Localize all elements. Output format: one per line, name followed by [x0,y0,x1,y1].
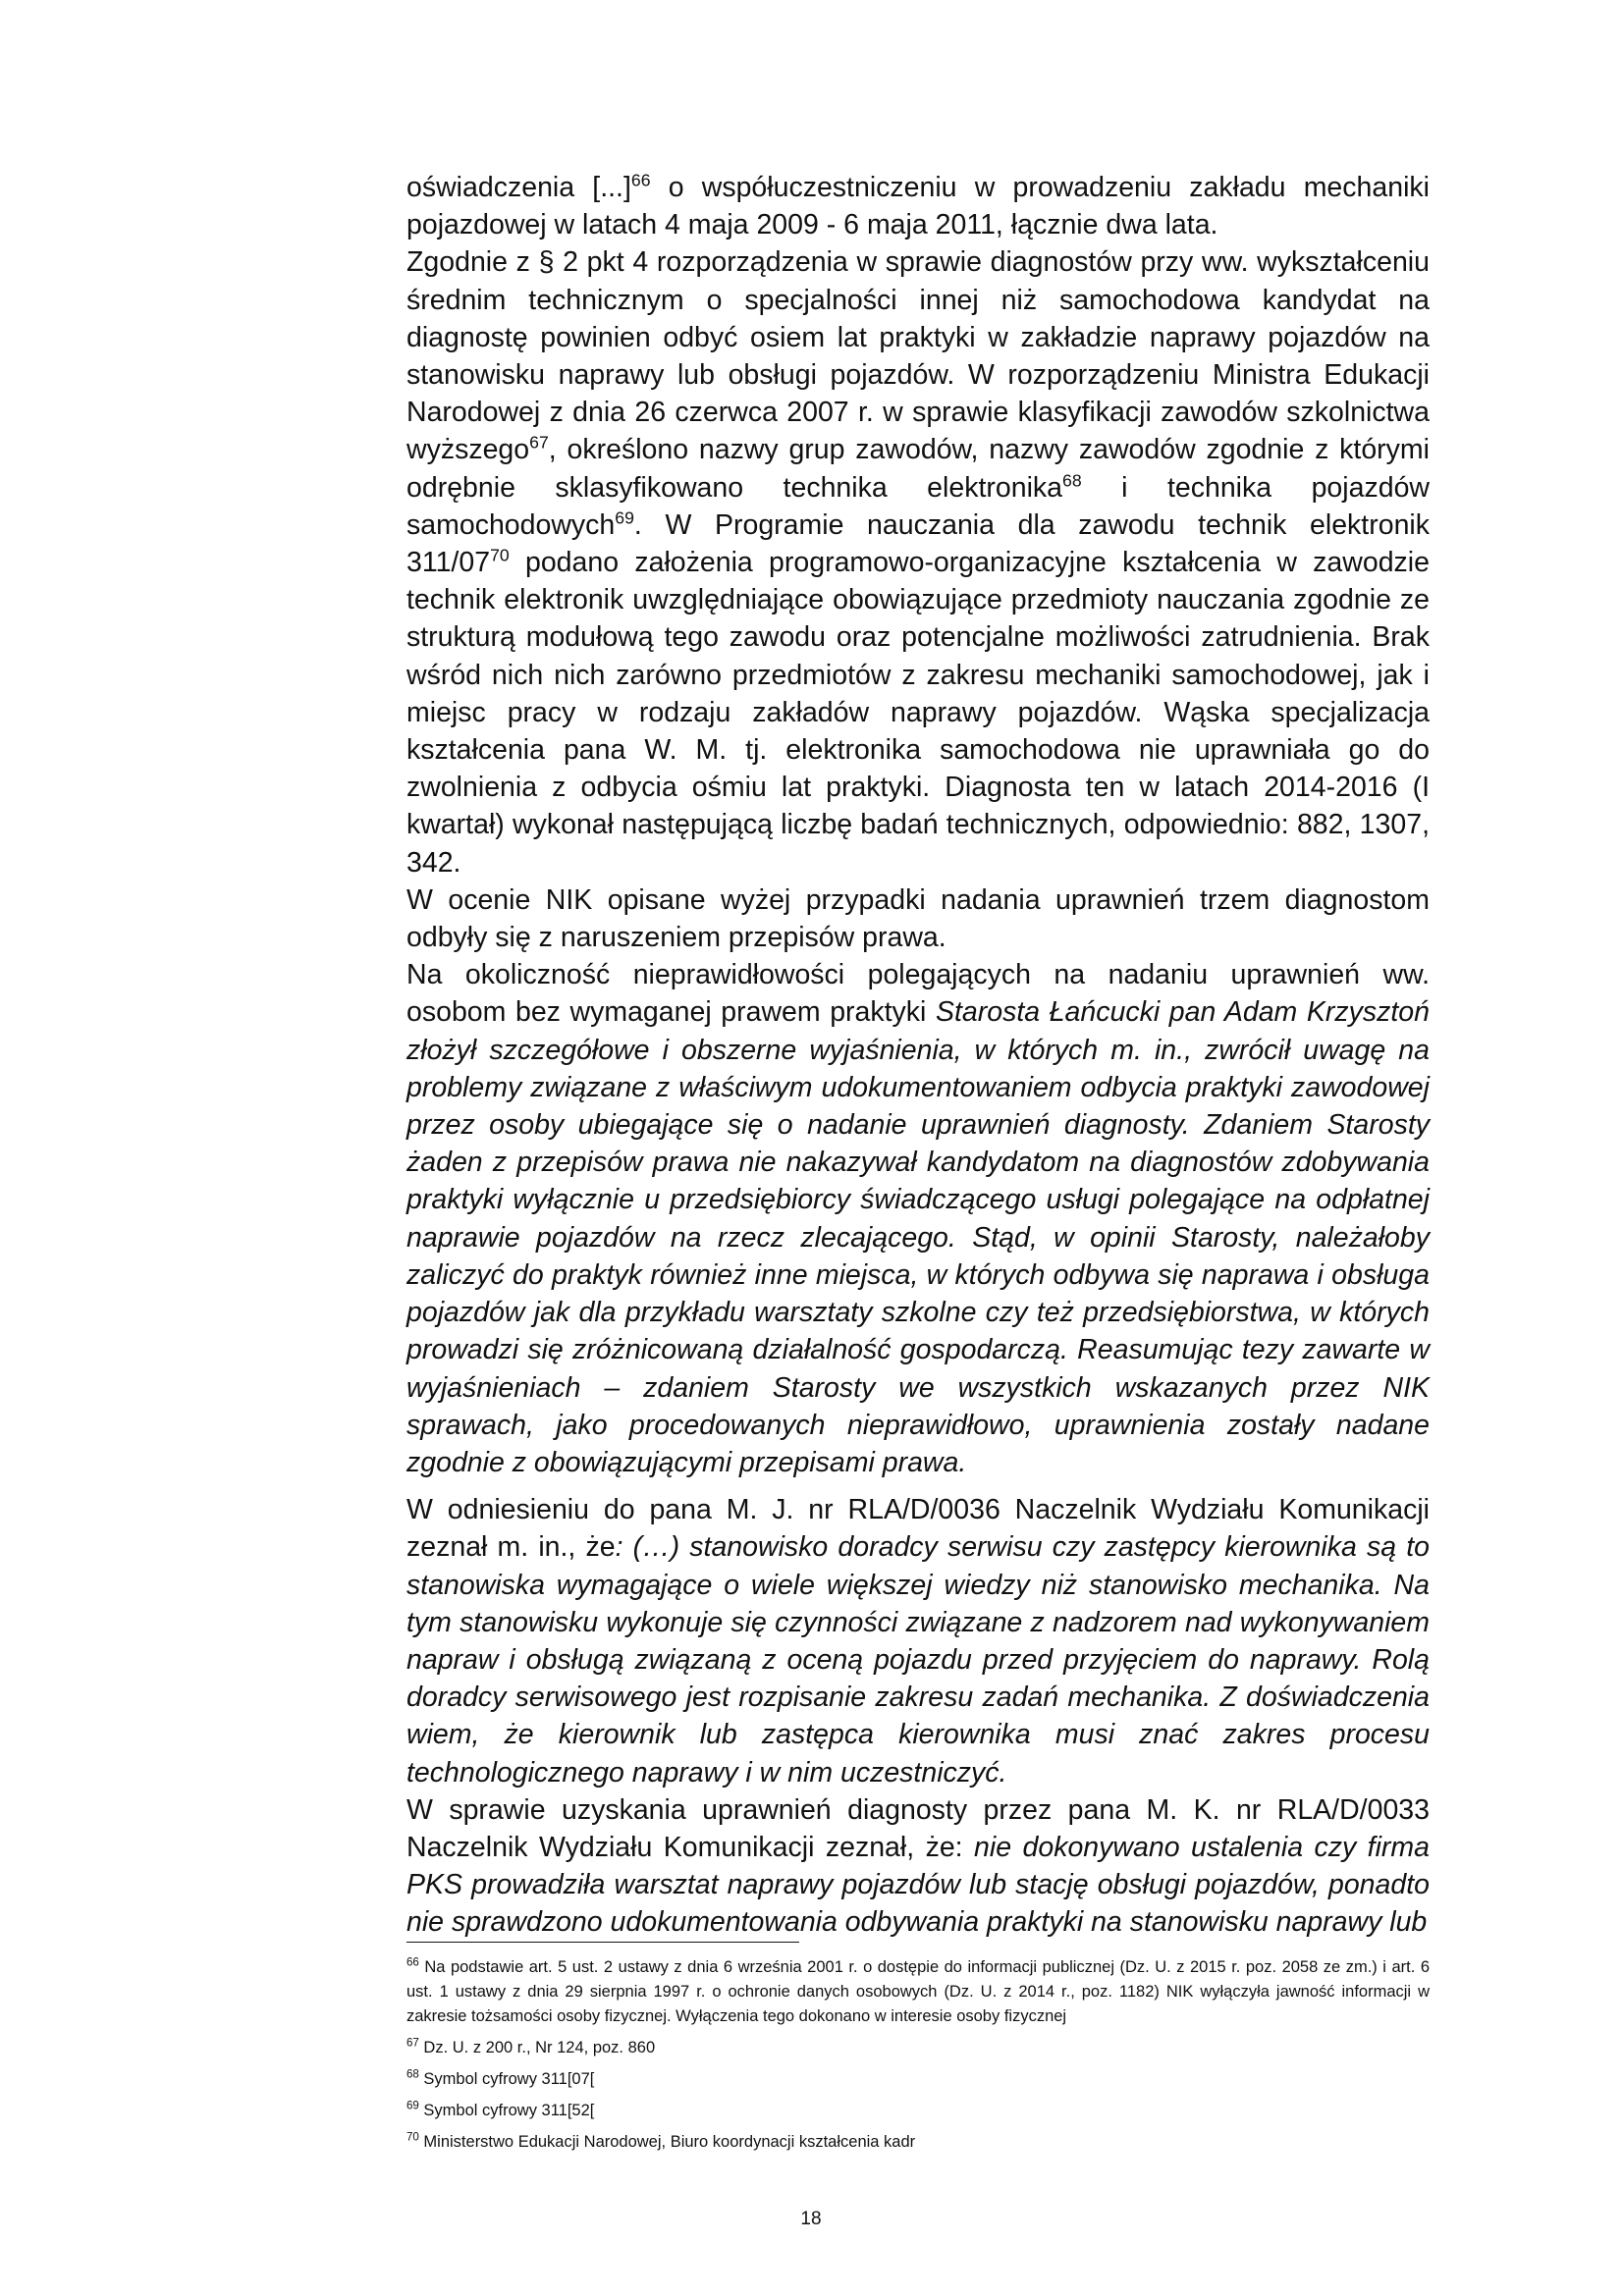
footnote-69 [406,2099,1430,2123]
paragraph [406,243,1430,881]
footnotes [406,1955,1430,2162]
footnote-text: Symbol cyfrowy 311[52[ [418,2102,595,2119]
footnote-number: 68 [406,2068,419,2081]
italic-text: : (…) stanowisko doradcy serwisu czy zastępcy kierownika są to stanowiska wymagające o wiele większej wiedzy niż stanowisko mechanika. Na tym stanowisku wykonuje się czynności związane z nadzorem nad wykonywaniem napraw i obsługą związaną z oceną pojazdu przed przyjęciem do naprawy. Rolą doradcy serwisowego jest rozpisanie zakresu zadań mechanika. Z doświadczenia wiem, że kierownik lub zastępca kierownika musi znać zakres procesu technologicznego naprawy i w nim uczestniczyć. [406,1531,1430,1789]
footnote-number: 69 [406,2100,419,2112]
footnote-text: Dz. U. z 200 r., Nr 124, poz. 860 [418,2039,656,2056]
paragraph [406,1491,1430,1791]
text-run: Na okoliczność nieprawidłowości polegających na nadaniu uprawnień ww. osobom bez wymaganej prawem praktyki [406,959,1430,1029]
footnote-separator [406,1942,799,1943]
footnote-ref: 69 [615,507,634,528]
footnote-text: Symbol cyfrowy 311[07[ [418,2070,595,2088]
text-run: , określono nazwy grup zawodów, nazwy zawodów zgodnie z którymi odrębnie sklasyfikowano technika elektronika [406,434,1430,504]
footnote-number: 66 [406,1956,419,1969]
footnote-66 [406,1955,1430,2029]
footnote-ref: 67 [529,432,549,453]
text-run: W odniesieniu do pana M. J. nr RLA/D/0036 Naczelnik Wydziału Komunikacji zeznał m. in., że [406,1494,1430,1564]
paragraph [406,956,1430,1481]
body-text [406,169,1430,1942]
footnote-67 [406,2036,1430,2060]
footnote-ref: 70 [490,545,510,565]
text-run: W sprawie uzyskania uprawnień diagnosty przez pana M. K. nr RLA/D/0033 Naczelnik Wydziału Komunikacji zeznał, że: [406,1793,1430,1863]
footnote-ref: 68 [1062,470,1082,491]
paragraph [406,881,1430,956]
italic-text: nie dokonywano ustalenia czy firma PKS prowadziła warsztat naprawy pojazdów lub stację obsługi pojazdów, ponadto nie sprawdzono udokumentowania odbywania praktyki na stanowisku naprawy lub [406,1831,1431,1939]
text-run: i technika pojazdów samochodowych [406,471,1430,541]
text-run: o współuczestniczeniu w prowadzeniu zakładu mechaniki pojazdowej w latach 4 maja 2009 - 6 maja 2011, łącznie dwa lata. [406,172,1430,241]
footnote-70 [406,2130,1430,2155]
page-number: 18 [800,2209,822,2229]
text-run: W ocenie NIK opisane wyżej przypadki nadania uprawnień trzem diagnostom odbyły się z naruszeniem przepisów prawa. [406,883,1430,954]
footnote-number: 70 [406,2131,419,2144]
paragraph [406,1791,1430,1942]
text-run: . W Programie nauczania dla zawodu technik elektronik 311/07 [406,508,1430,579]
footnote-number: 67 [406,2037,419,2050]
text-run: podano założenia programowo-organizacyjne kształcenia w zawodzie technik elektronik uwzględniające obowiązujące przedmioty nauczania zgodnie ze strukturą modułową tego zawodu oraz potencjalne możliwości zatrudnienia. Brak wśród nich nich zarówno przedmiotów z zakresu mechaniki samochodowej, jak i miejsc pracy w rodzaju zakładów naprawy pojazdów. Wąska specjalizacja kształcenia pana W. M. tj. elektronika samochodowa nie uprawniała go do zwolnienia z odbycia ośmiu lat praktyki. Diagnosta ten w latach 2014-2016 (I kwartał) wykonał następującą liczbę badań technicznych, odpowiednio: 882, 1307, 342. [406,547,1430,879]
footnote-text: Ministerstwo Edukacji Narodowej, Biuro koordynacji kształcenia kadr [418,2133,916,2151]
footnote-text: Na podstawie art. 5 ust. 2 ustawy z dnia 6 września 2001 r. o dostępie do informacji publicznej (Dz. U. z 2015 r. poz. 2058 ze zm.) i art. 6 ust. 1 ustawy z dnia 29 sierpnia 1997 r. o ochronie danych osobowych (Dz. U. z 2014 r., poz. 1182) NIK wyłączyła jawność informacji w zakresie tożsamości osoby fizycznej. Wyłączenia tego dokonano w interesie osoby fizycznej [406,1958,1430,2025]
italic-text: Starosta Łańcucki pan Adam Krzysztoń złożył szczegółowe i obszerne wyjaśnienia, w których m. in., zwrócił uwagę na problemy związane z właściwym udokumentowaniem odbycia praktyki zawodowej przez osoby ubiegające się o nadanie uprawnień diagnosty. Zdaniem Starosty żaden z przepisów prawa nie nakazywał kandydatom na diagnostów zdobywania praktyki wyłącznie u przedsiębiorcy świadczącego usługi polegające na odpłatnej naprawie pojazdów na rzecz zlecającego. Stąd, w opinii Starosty, należałoby zaliczyć do praktyk również inne miejsca, w których odbywa się naprawa i obsługa pojazdów jak dla przykładu warsztaty szkolne czy też przedsiębiorstwa, w których prowadzi się zróżnicowaną działalność gospodarczą. Reasumując tezy zawarte w wyjaśnieniach – zdaniem Starosty we wszystkich wskazanych przez NIK sprawach, jako procedowanych nieprawidłowo, uprawnienia zostały nadane zgodnie z obowiązującymi przepisami prawa. [406,996,1431,1478]
footnote-ref: 66 [630,170,651,190]
text-run: oświadczenia [...] [406,172,631,203]
paragraph [406,169,1430,243]
text-run: Zgodnie z § 2 pkt 4 rozporządzenia w sprawie diagnostów przy ww. wykształceniu średnim technicznym o specjalności innej niż samochodowa kandydat na diagnostę powinien odbyć osiem lat praktyki w zakładzie naprawy pojazdów na stanowisku naprawy lub obsługi pojazdów. W rozporządzeniu Ministra Edukacji Narodowej z dnia 26 czerwca 2007 r. w sprawie klasyfikacji zawodów szkolnictwa wyższego [406,246,1430,466]
footnote-68 [406,2067,1430,2092]
